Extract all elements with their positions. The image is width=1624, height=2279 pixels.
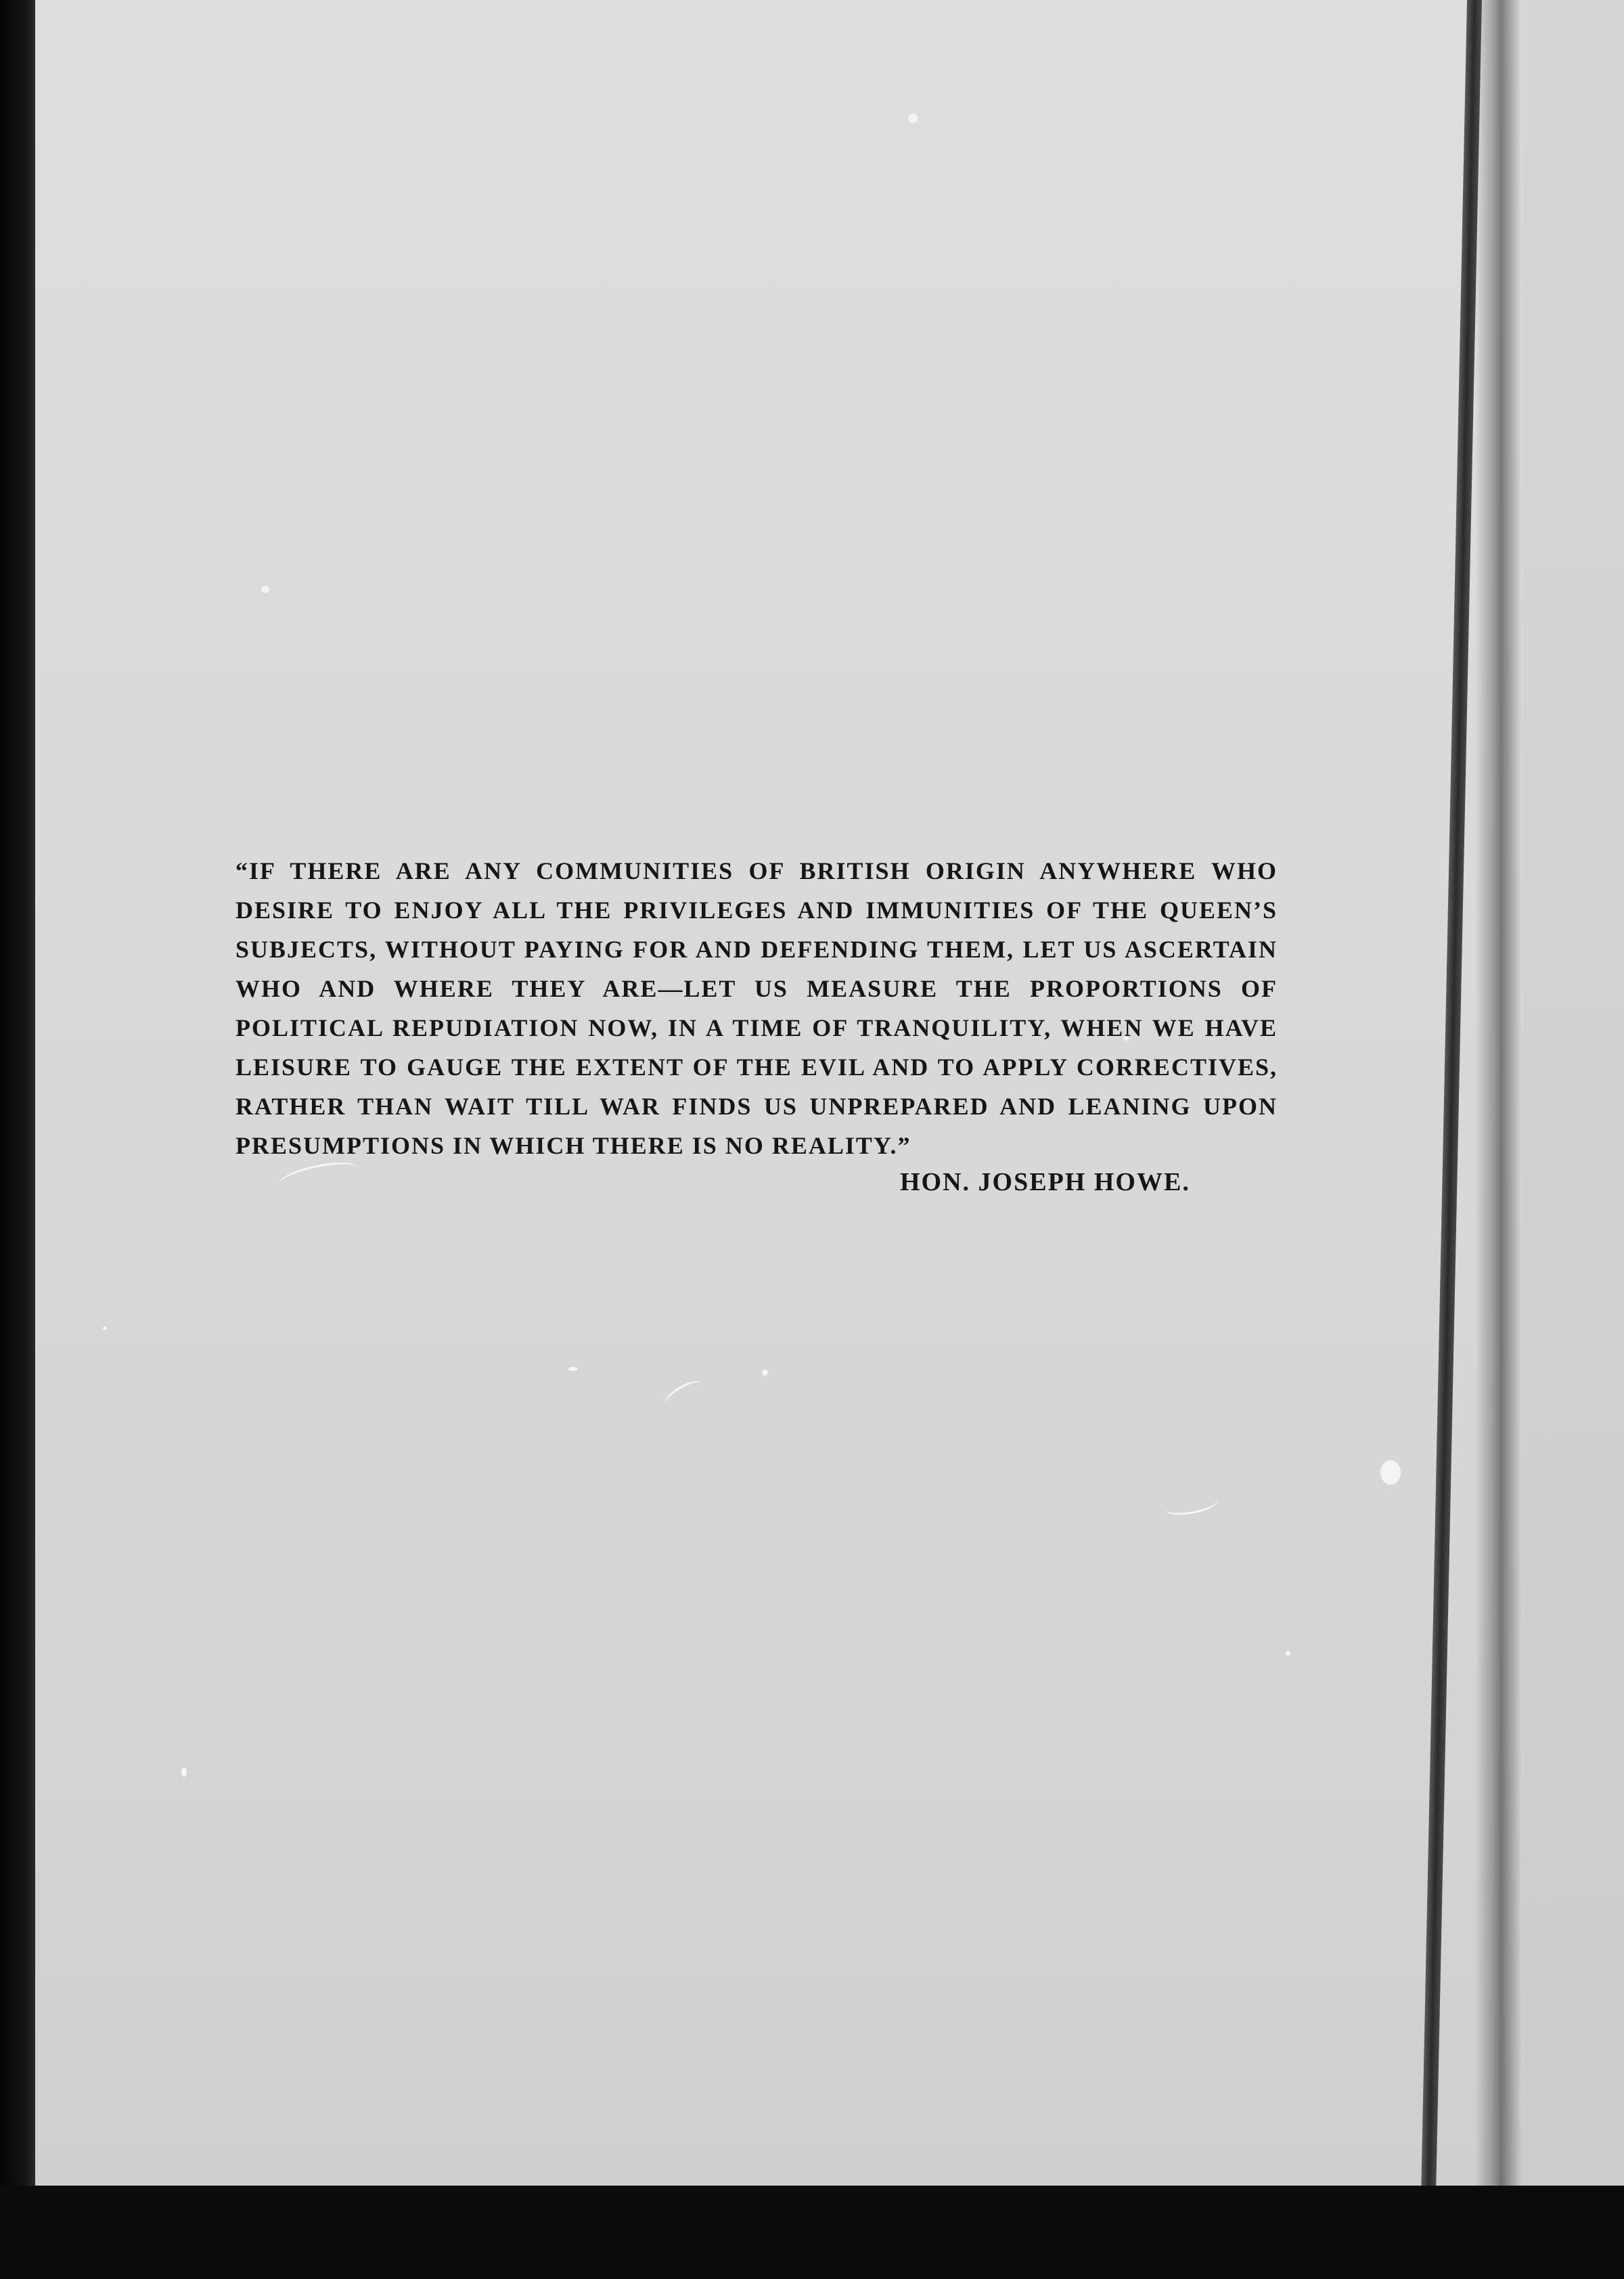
quote-block xyxy=(235,851,1278,1165)
scan-left-border xyxy=(0,0,35,2279)
dust-speck xyxy=(103,1326,107,1330)
quote-line: DESIRE TO ENJOY ALL THE PRIVILEGES AND IMMUNITIES OF THE QUEEN’S xyxy=(235,897,1278,924)
quote-line: WHO AND WHERE THEY ARE—LET US MEASURE THE PROPORTIONS OF xyxy=(235,975,1278,1002)
dust-speck xyxy=(181,1767,187,1777)
dust-speck xyxy=(1380,1460,1401,1485)
quote-attribution: HON. JOSEPH HOWE. xyxy=(900,1168,1190,1196)
quote-line: “IF THERE ARE ANY COMMUNITIES OF BRITISH ORIGIN ANYWHERE WHO xyxy=(235,857,1278,884)
quote-line: POLITICAL REPUDIATION NOW, IN A TIME OF TRANQUILITY, WHEN WE HAVE xyxy=(235,1014,1278,1041)
dust-speck xyxy=(1286,1651,1290,1656)
quote-line: RATHER THAN WAIT TILL WAR FINDS US UNPREPARED AND LEANING UPON xyxy=(235,1093,1278,1120)
quote-line: PRESUMPTIONS IN WHICH THERE IS NO REALITY.” xyxy=(235,1132,911,1159)
dust-speck xyxy=(908,114,918,123)
dust-speck xyxy=(568,1367,578,1371)
dust-speck xyxy=(261,586,269,593)
dust-speck xyxy=(762,1370,768,1376)
adjacent-page-edge xyxy=(1522,0,1624,2186)
quote-line: LEISURE TO GAUGE THE EXTENT OF THE EVIL AND TO APPLY CORRECTIVES, xyxy=(235,1054,1278,1081)
binding-shadow xyxy=(1475,0,1522,2186)
quote-line: SUBJECTS, WITHOUT PAYING FOR AND DEFENDING THEM, LET US ASCERTAIN xyxy=(235,936,1278,963)
scan-bottom-border xyxy=(0,2186,1624,2279)
